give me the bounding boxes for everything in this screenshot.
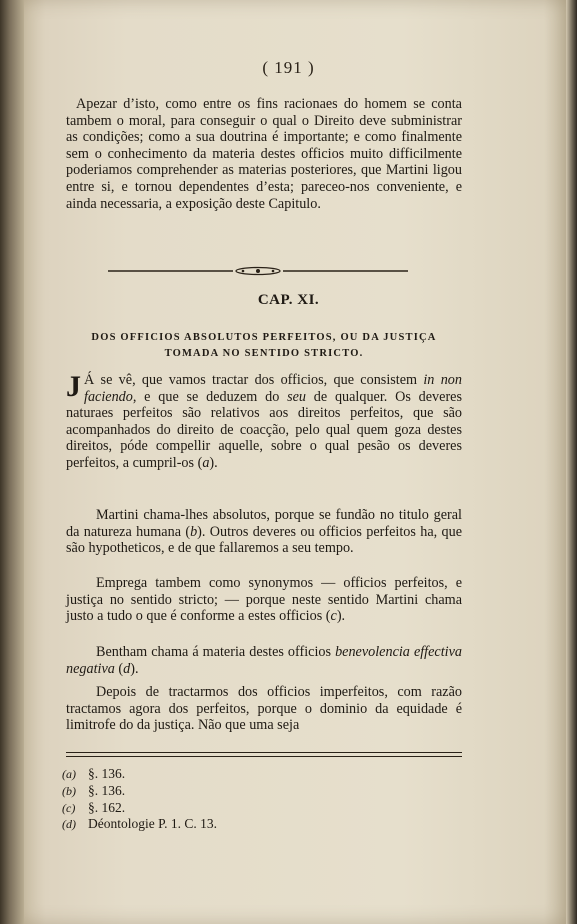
footnote [62, 800, 362, 817]
chapter-divider-ornament [108, 266, 408, 276]
footnote-ref: d [123, 660, 131, 677]
intro-paragraph: Apezar d’isto, como entre os fins racionaes do homem se conta tambem o moral, para conseguir o qual o Direito deve subministrar as condições; como a sua doutrina é importante; e como finalmente sem o conhecimento da materia destes officios muito difficilmente poderiamos comprehender as materias posteriores, que Martini ligou entre si, e tornou dependentes d’esta; pareceo-nos conveniente, e ainda necessaria, a exposição deste Capitulo. [66, 96, 462, 212]
page-right-edge [566, 0, 577, 924]
footnote-key: (a) [62, 767, 76, 781]
paragraph-text: Á se vê, que vamos tractar dos officios, que consistem [84, 372, 424, 388]
italic-phrase: benevolencia effectiva negativa [66, 644, 462, 677]
paragraph-text: Bentham chama á materia destes officios [96, 644, 336, 660]
footnote [62, 816, 362, 833]
footnote-ref: a [202, 454, 210, 471]
paragraph-text: de qualquer. Os deveres naturaes perfeitos são relativos aos direitos perfeitos, que são acompanhados do direito de coacção, pelo qual quem goza destes direitos, póde compellir aquelle, sobre o qual pesão os deveres perfeitos, a cumpril-os ( [66, 388, 462, 471]
book-spine-shadow [0, 0, 24, 924]
footnote-rule [66, 752, 462, 753]
footnote-text: §. 162. [88, 799, 126, 815]
footnote-text: Déontologie P. 1. C. 13. [88, 816, 218, 832]
chapter-subtitle-line-1: DOS OFFICIOS ABSOLUTOS PERFEITOS, OU DA JUSTIÇA [91, 332, 437, 343]
paragraph-3 [66, 575, 462, 625]
paragraph-text: , e que se deduzem do [132, 388, 288, 405]
italic-phrase: in non faciendo [84, 372, 462, 405]
footnote-key: (d) [62, 817, 76, 832]
footnote [62, 783, 362, 800]
paragraph-2 [66, 507, 462, 557]
footnote-key: (b) [62, 783, 76, 798]
footnote [62, 766, 362, 783]
chapter-subtitle-line-2: TOMADA NO SENTIDO STRICTO. [164, 348, 364, 359]
paragraph-text: ( [114, 660, 124, 677]
italic-word: seu [287, 388, 306, 405]
drop-cap: J [66, 370, 81, 403]
paragraph-4 [66, 644, 462, 677]
paragraph-text: ). [130, 660, 139, 677]
footnote-ref: c [330, 608, 337, 625]
footnote-text: §. 136. [88, 782, 126, 798]
paragraph-text: ). [209, 454, 218, 471]
footnote-text: §. 136. [88, 766, 126, 781]
paragraph-text: Emprega tambem como synonymos — officios perfeitos, e justiça no sentido stricto; — porque neste sentido Martini chama justo a tudo o que é conforme a estes officios ( [66, 575, 462, 625]
footnotes [62, 766, 362, 833]
footnote-key: (c) [62, 800, 76, 815]
chapter-title: CAP. XI. [257, 292, 320, 308]
footnote-rule-thin [66, 756, 462, 757]
paragraph-text: ). Outros deveres ou officios perfeitos ha, que são hypotheticos, e de que fallaremos a seu tempo. [66, 523, 462, 557]
page-number: ( 191 ) [262, 58, 315, 77]
footnote-ref: b [190, 523, 198, 540]
paragraph-text: ). [336, 608, 346, 625]
paragraph-5: Depois de tractarmos dos officios imperfeitos, com razão tractamos agora dos perfeitos, porque o dominio da equidade é limitrofe do da justiça. Não que uma seja [66, 684, 462, 734]
paragraph-text: Martini chama-lhes absolutos, porque se fundão no titulo geral da natureza humana ( [66, 507, 462, 540]
paragraph-1 [66, 372, 462, 472]
